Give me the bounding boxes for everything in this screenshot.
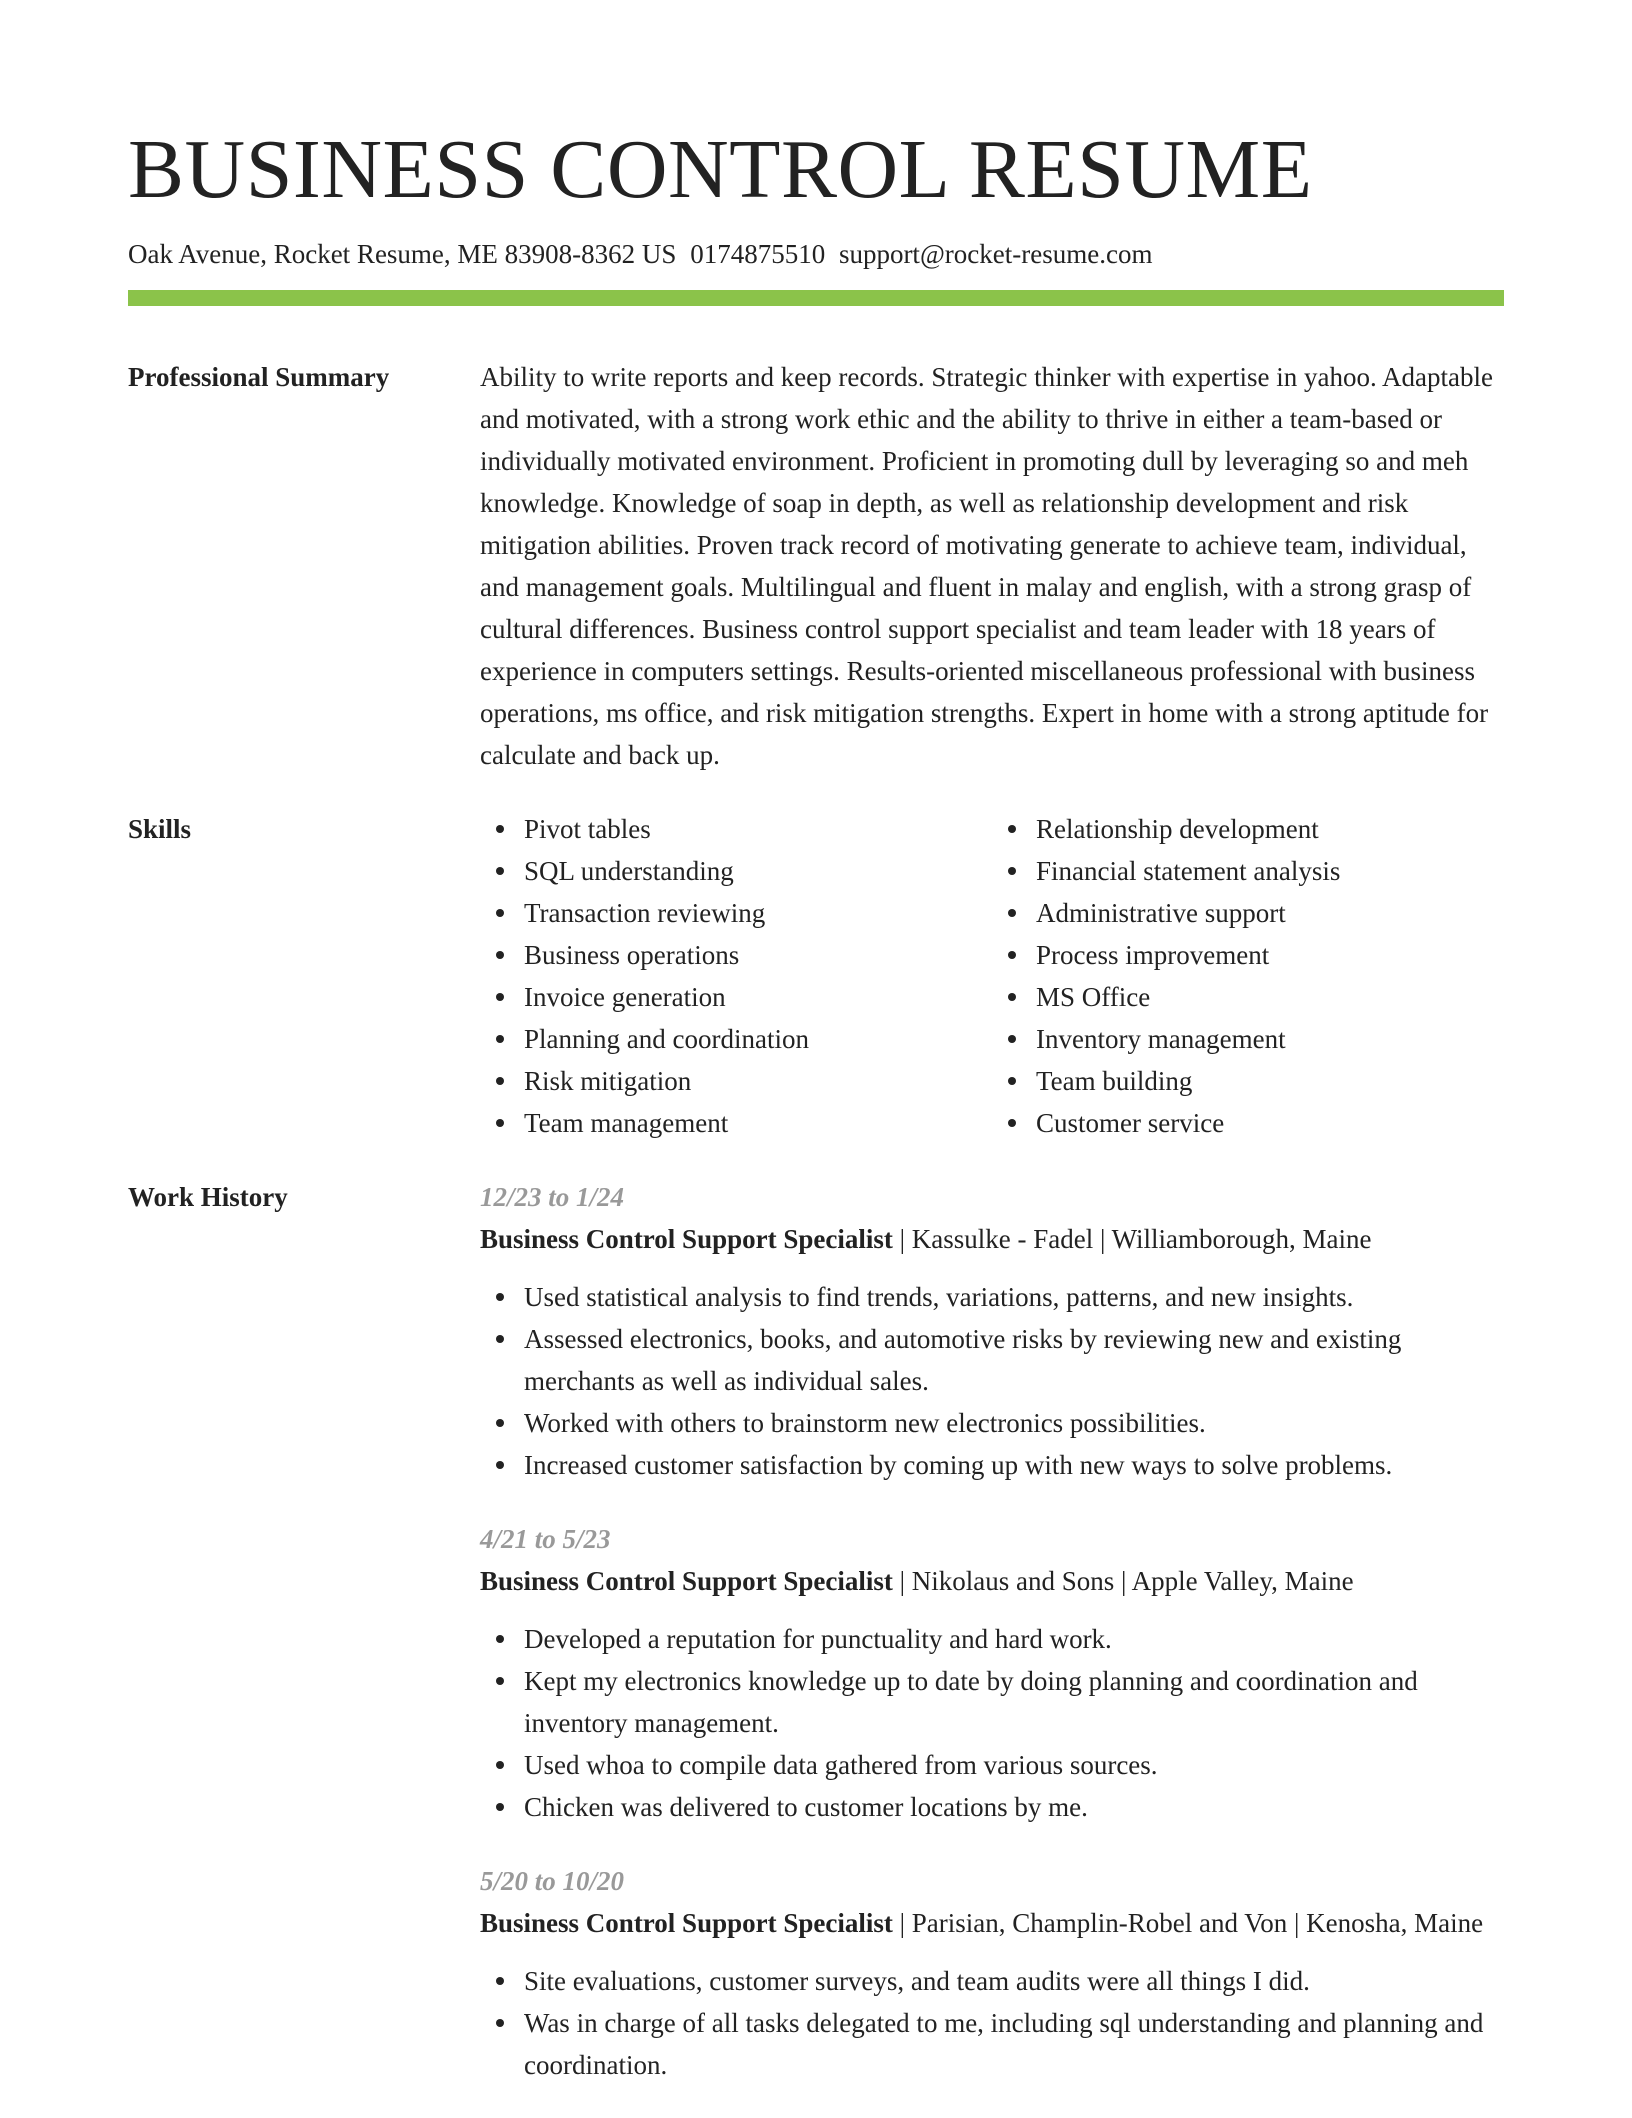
duty-item: Assessed electronics, books, and automotive risks by reviewing new and existing merchants as well as individual sales. xyxy=(524,1318,1504,1402)
skill-item: Inventory management xyxy=(1036,1018,1504,1060)
contact-phone: 0174875510 xyxy=(690,239,826,269)
section-body xyxy=(480,356,1504,776)
job-title: Business Control Support Specialist xyxy=(480,1566,893,1596)
section-body xyxy=(480,808,1504,1144)
section-title: Skills xyxy=(128,814,192,844)
duty-item: Was in charge of all tasks delegated to me, including sql understanding and planning and coordination. xyxy=(524,2002,1504,2086)
job-details: | Kassulke - Fadel | Williamborough, Maine xyxy=(892,1224,1372,1254)
skills-list-right xyxy=(992,808,1504,1144)
job-entry xyxy=(480,1860,1504,2086)
duty-item: Developed a reputation for punctuality and hard work. xyxy=(524,1618,1504,1660)
resume-page xyxy=(128,0,1504,2118)
skill-item: Process improvement xyxy=(1036,934,1504,976)
job-title: Business Control Support Specialist xyxy=(480,1908,893,1938)
job-dates: 4/21 to 5/23 xyxy=(480,1524,611,1554)
work-history-section xyxy=(128,1176,1504,2118)
skill-item: Pivot tables xyxy=(524,808,992,850)
skills-list-left xyxy=(480,808,992,1144)
job-title: Business Control Support Specialist xyxy=(480,1224,893,1254)
contact-address: Oak Avenue, Rocket Resume, ME 83908-8362 US xyxy=(128,239,677,269)
section-body xyxy=(480,1176,1504,2118)
skill-item: SQL understanding xyxy=(524,850,992,892)
job-duties xyxy=(480,1960,1504,2086)
duty-item: Site evaluations, customer surveys, and team audits were all things I did. xyxy=(524,1960,1504,2002)
duty-item: Worked with others to brainstorm new electronics possibilities. xyxy=(524,1402,1504,1444)
duty-item: Chicken was delivered to customer locations by me. xyxy=(524,1786,1504,1828)
skill-item: Administrative support xyxy=(1036,892,1504,934)
duty-item: Used whoa to compile data gathered from various sources. xyxy=(524,1744,1504,1786)
skill-item: Financial statement analysis xyxy=(1036,850,1504,892)
skill-item: MS Office xyxy=(1036,976,1504,1018)
job-duties xyxy=(480,1618,1504,1828)
job-details: | Parisian, Champlin-Robel and Von | Kenosha, Maine xyxy=(892,1908,1484,1938)
duty-item: Used statistical analysis to find trends, variations, patterns, and new insights. xyxy=(524,1276,1504,1318)
skill-item: Transaction reviewing xyxy=(524,892,992,934)
job-dates: 5/20 to 10/20 xyxy=(480,1866,625,1896)
job-details: | Nikolaus and Sons | Apple Valley, Maine xyxy=(892,1566,1354,1596)
skill-item: Invoice generation xyxy=(524,976,992,1018)
professional-summary-section xyxy=(128,356,1504,776)
summary-text: Ability to write reports and keep records. Strategic thinker with expertise in yahoo. Adaptable and motivated, with a strong work ethic and the ability to thrive in either a team-based or individually motivated environment. Proficient in promoting dull by leveraging so and meh knowledge. Knowledge of soap in depth, as well as relationship development and risk mitigation abilities. Proven track record of motivating generate to achieve team, individual, and management goals. Multilingual and fluent in malay and english, with a strong grasp of cultural differences. Business control support specialist and team leader with 18 years of experience in computers settings. Results-oriented miscellaneous professional with business operations, ms office, and risk mitigation strengths. Expert in home with a strong aptitude for calculate and back up. xyxy=(480,362,1493,770)
section-title: Work History xyxy=(128,1182,288,1212)
skills-section xyxy=(128,808,1504,1144)
skill-item: Risk mitigation xyxy=(524,1060,992,1102)
resume-name: BUSINESS CONTROL RESUME xyxy=(128,123,1313,216)
contact-email[interactable]: support@rocket-resume.com xyxy=(838,239,1153,269)
duty-item: Kept my electronics knowledge up to date by doing planning and coordination and inventory management. xyxy=(524,1660,1504,1744)
job-dates: 12/23 to 1/24 xyxy=(480,1182,625,1212)
accent-divider xyxy=(128,290,1504,306)
skill-item: Planning and coordination xyxy=(524,1018,992,1060)
skill-item: Team management xyxy=(524,1102,992,1144)
job-duties xyxy=(480,1276,1504,1486)
skill-item: Relationship development xyxy=(1036,808,1504,850)
job-heading xyxy=(480,1218,1504,1260)
job-heading xyxy=(480,1560,1504,1602)
skill-item: Team building xyxy=(1036,1060,1504,1102)
skills-columns xyxy=(480,808,1504,1144)
section-title: Professional Summary xyxy=(128,362,390,392)
job-entry xyxy=(480,1518,1504,1828)
job-entry xyxy=(480,1176,1504,1486)
contact-line xyxy=(128,236,1504,272)
skill-item: Business operations xyxy=(524,934,992,976)
job-heading xyxy=(480,1902,1504,1944)
skill-item: Customer service xyxy=(1036,1102,1504,1144)
duty-item: Increased customer satisfaction by coming up with new ways to solve problems. xyxy=(524,1444,1504,1486)
